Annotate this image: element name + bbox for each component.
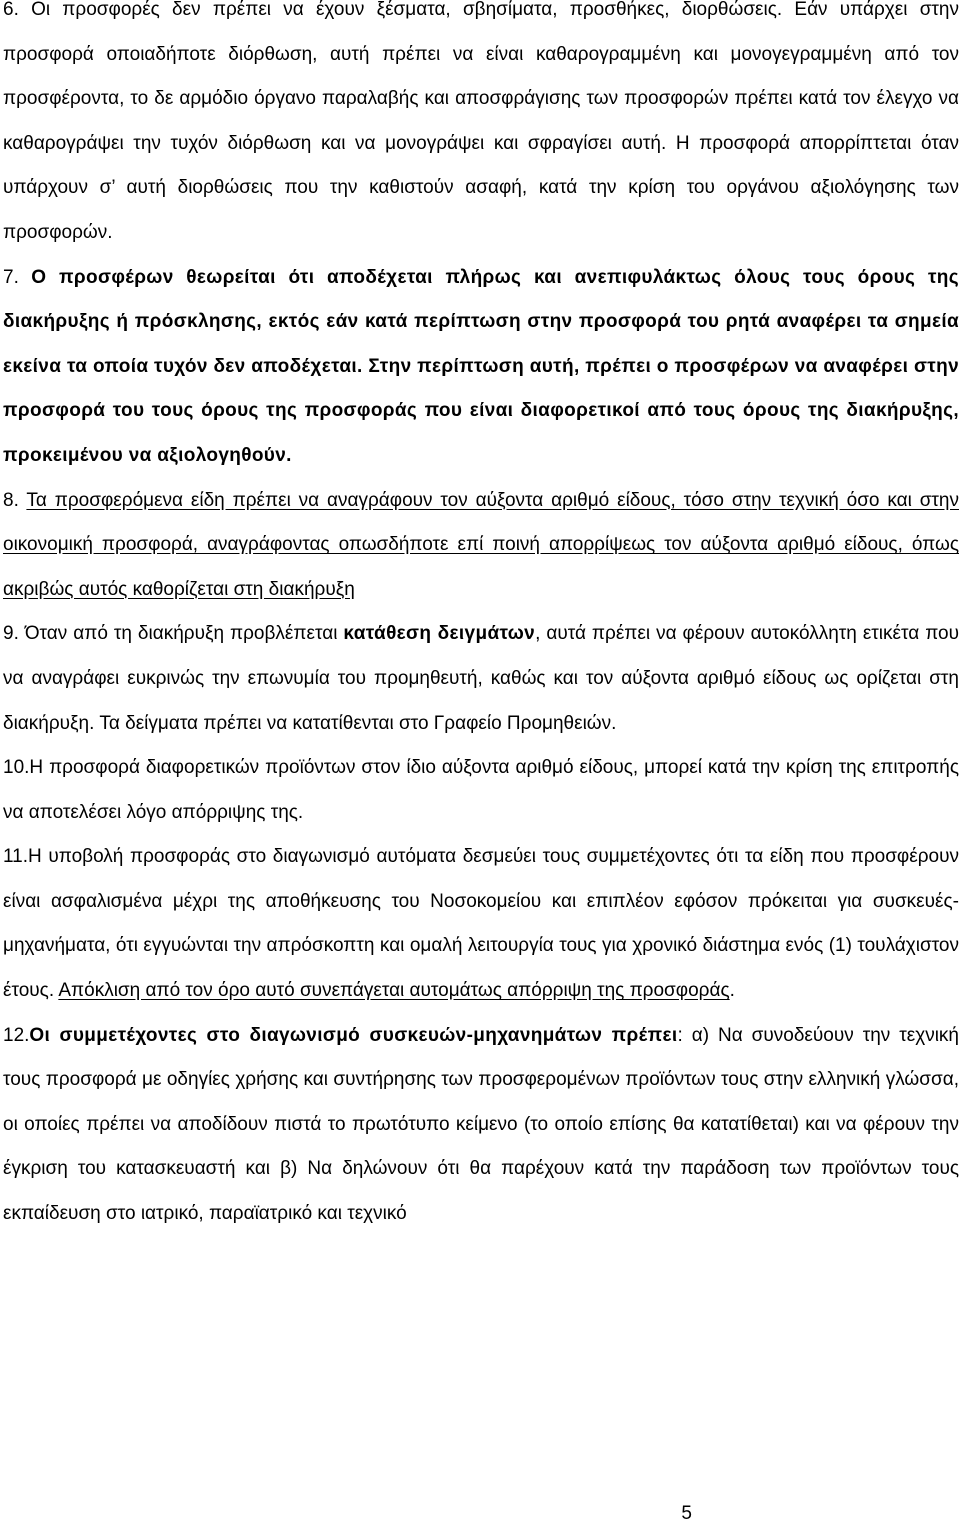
paragraph-12 bbox=[3, 1014, 959, 1237]
paragraph-10-text: 10.Η προσφορά διαφορετικών προϊόντων στον ίδιο αύξοντα αριθμό είδους, μπορεί κατά την κρίση της επιτροπής να αποτελέσει λόγο απόρριψης της. bbox=[3, 757, 959, 823]
paragraph-8-number: 8. bbox=[3, 489, 19, 511]
paragraph-11-end: . bbox=[729, 980, 735, 1002]
paragraph-8-text: Τα προσφερόμενα είδη πρέπει να αναγράφουν τον αύξοντα αριθμό είδους, τόσο στην τεχνική όσο και στην οικονομική προσφορά, αναγράφοντας οπωσδήποτε επί ποινή απορρίψεως τον αύξοντα αριθμό είδους, όπως ακριβώς αυτός καθορίζεται στη διακήρυξη bbox=[3, 489, 959, 600]
paragraph-9-bold-text: κατάθεση δειγμάτων bbox=[343, 623, 536, 645]
paragraph-11-underlined-text: Απόκλιση από τον όρο αυτό συνεπάγεται αυτομάτως απόρριψη της προσφοράς bbox=[58, 980, 730, 1002]
paragraph-9-text-after: , αυτά πρέπει να φέρουν αυτοκόλλητη ετικέτα που να αναγράφει ευκρινώς την επωνυμία του προμηθευτή, καθώς και τον αύξοντα αριθμό είδους ως ορίζεται στη διακήρυξη. Τα δείγματα πρέπει να κατατίθενται στο Γραφείο Προμηθειών. bbox=[3, 623, 959, 734]
paragraph-12-text: : α) Να συνοδεύουν την τεχνική τους προσφορά με οδηγίες χρήσης και συντήρησης των προσφερομένων προϊόντων τους στην ελληνική γλώσσα, οι οποίες πρέπει να αποδίδουν πιστά το πρωτότυπο κείμενο (το οποίο επίσης θα κατατίθεται) και να φέρουν την έγκριση του κατασκευαστή και β) Να δηλώνουν ότι θα παρέχουν κατά την παράδοση των προϊόντων τους εκπαίδευση στο ιατρικό, παραϊατρικό και τεχνικό bbox=[3, 1024, 959, 1225]
paragraph-10 bbox=[3, 746, 959, 835]
paragraph-11-text: 11.Η υποβολή προσφοράς στο διαγωνισμό αυτόματα δεσμεύει τους συμμετέχοντες ότι τα είδη που προσφέρουν είναι ασφαλισμένα μέχρι της αποθήκευσης του Νοσοκομείου και επιπλέον εφόσον πρόκειται για συσκευές-μηχανήματα, ότι εγγυώνται την απρόσκοπτη και ομαλή λειτουργία τους για χρονικό διάστημα ενός (1) τουλάχιστον έτους. bbox=[3, 846, 959, 1002]
paragraph-9 bbox=[3, 612, 959, 746]
paragraph-11 bbox=[3, 835, 959, 1013]
paragraph-7 bbox=[3, 256, 959, 479]
page-number: 5 bbox=[681, 1503, 692, 1524]
paragraph-7-text: Ο προσφέρων θεωρείται ότι αποδέχεται πλήρως και ανεπιφυλάκτως όλους τους όρους της διακήρυξης ή πρόσκλησης, εκτός εάν κατά περίπτωση στην προσφορά του ρητά αναφέρει τα σημεία εκείνα τα οποία τυχόν δεν αποδέχεται. Στην περίπτωση αυτή, πρέπει ο προσφέρων να αναφέρει στην προσφορά του τους όρους της προσφοράς που είναι διαφορετικοί από τους όρους της διακήρυξης, προκειμένου να αξιολογηθούν. bbox=[3, 266, 959, 466]
paragraph-12-number: 12. bbox=[3, 1024, 30, 1046]
paragraph-7-number: 7. bbox=[3, 266, 19, 288]
paragraph-6 bbox=[3, 0, 959, 256]
paragraph-9-text-before: 9. Όταν από τη διακήρυξη προβλέπεται bbox=[3, 623, 344, 645]
paragraph-8 bbox=[3, 479, 959, 613]
paragraph-6-text: 6. Οι προσφορές δεν πρέπει να έχουν ξέσματα, σβησίματα, προσθήκες, διορθώσεις. Εάν υπάρχει στην προσφορά οποιαδήποτε διόρθωση, αυτή πρέπει να είναι καθαρογραμμένη και μονογεγραμμένη από τον προσφέροντα, το δε αρμόδιο όργανο παραλαβής και αποσφράγισης των προσφορών πρέπει κατά τον έλεγχο να καθαρογράψει την τυχόν διόρθωση και να μονογράψει και σφραγίσει αυτή. Η προσφορά απορρίπτεται όταν υπάρχουν σ’ αυτή διορθώσεις που την καθιστούν ασαφή, κατά την κρίση του οργάνου αξιολόγησης των προσφορών. bbox=[3, 0, 959, 243]
paragraph-12-bold-text: Οι συμμετέχοντες στο διαγωνισμό συσκευών-μηχανημάτων πρέπει bbox=[29, 1024, 678, 1046]
